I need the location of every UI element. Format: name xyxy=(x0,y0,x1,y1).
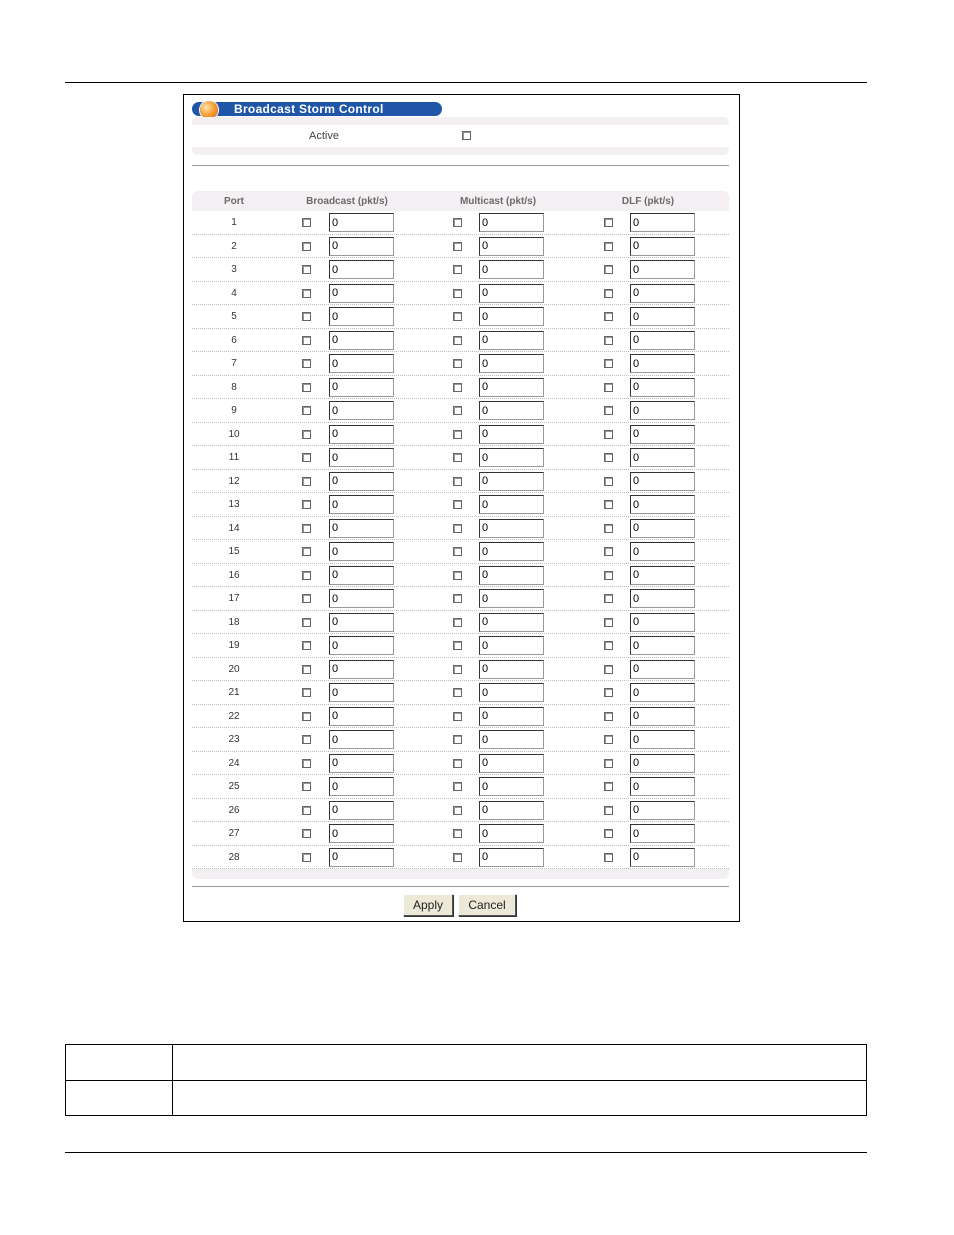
broadcast-rate-input[interactable] xyxy=(329,425,394,444)
table-header xyxy=(192,191,729,211)
dlf-enable-checkbox[interactable] xyxy=(604,453,613,462)
broadcast-rate-input[interactable] xyxy=(329,307,394,326)
multicast-enable-checkbox[interactable] xyxy=(453,359,462,368)
broadcast-enable-checkbox[interactable] xyxy=(302,453,311,462)
dlf-enable-checkbox[interactable] xyxy=(604,829,613,838)
broadcast-rate-input[interactable] xyxy=(329,707,394,726)
table-row xyxy=(192,329,729,353)
dlf-rate-input[interactable] xyxy=(630,542,695,561)
port-number: 26 xyxy=(228,804,240,816)
dlf-rate-input[interactable] xyxy=(630,801,695,820)
broadcast-rate-input[interactable] xyxy=(329,542,394,561)
dlf-enable-checkbox[interactable] xyxy=(604,782,613,791)
dlf-enable-checkbox[interactable] xyxy=(604,641,613,650)
dlf-enable-checkbox[interactable] xyxy=(604,430,613,439)
broadcast-rate-input[interactable] xyxy=(329,613,394,632)
description-table xyxy=(65,1044,867,1116)
table-row xyxy=(192,211,729,235)
table-row xyxy=(192,446,729,470)
table-row xyxy=(192,376,729,400)
broadcast-enable-checkbox[interactable] xyxy=(302,312,311,321)
dlf-enable-checkbox[interactable] xyxy=(604,688,613,697)
broadcast-rate-input[interactable] xyxy=(329,331,394,350)
multicast-rate-input[interactable] xyxy=(479,284,544,303)
table-row xyxy=(192,752,729,776)
multicast-enable-checkbox[interactable] xyxy=(453,641,462,650)
dlf-rate-input[interactable] xyxy=(630,284,695,303)
broadcast-enable-checkbox[interactable] xyxy=(302,759,311,768)
dlf-rate-input[interactable] xyxy=(630,730,695,749)
table-row xyxy=(192,681,729,705)
multicast-enable-checkbox[interactable] xyxy=(453,218,462,227)
multicast-enable-checkbox[interactable] xyxy=(453,265,462,274)
active-section xyxy=(192,117,729,155)
multicast-enable-checkbox[interactable] xyxy=(453,430,462,439)
port-number: 9 xyxy=(231,405,237,416)
multicast-enable-checkbox[interactable] xyxy=(453,289,462,298)
port-number: 1 xyxy=(231,217,237,228)
panel-title: Broadcast Storm Control xyxy=(234,102,384,116)
broadcast-enable-checkbox[interactable] xyxy=(302,289,311,298)
multicast-rate-input[interactable] xyxy=(479,683,544,702)
port-number: 11 xyxy=(228,452,240,463)
broadcast-enable-checkbox[interactable] xyxy=(302,712,311,721)
page-header-rule xyxy=(65,82,867,83)
dlf-enable-checkbox[interactable] xyxy=(604,853,613,862)
port-number: 22 xyxy=(228,710,240,722)
broadcast-rate-input[interactable] xyxy=(329,589,394,608)
dlf-rate-input[interactable] xyxy=(630,354,695,373)
multicast-rate-input[interactable] xyxy=(479,401,544,420)
port-number: 23 xyxy=(228,734,240,745)
dlf-enable-checkbox[interactable] xyxy=(604,242,613,251)
table-row-divider xyxy=(66,1080,866,1081)
broadcast-rate-input[interactable] xyxy=(329,801,394,820)
section-divider xyxy=(192,165,729,166)
port-number: 10 xyxy=(228,428,240,440)
port-number: 16 xyxy=(228,569,240,581)
multicast-rate-input[interactable] xyxy=(479,613,544,632)
broadcast-enable-checkbox[interactable] xyxy=(302,218,311,227)
dlf-enable-checkbox[interactable] xyxy=(604,665,613,674)
port-number: 21 xyxy=(228,687,240,698)
table-row xyxy=(192,235,729,259)
dlf-rate-input[interactable] xyxy=(630,683,695,702)
table-row xyxy=(192,423,729,447)
broadcast-enable-checkbox[interactable] xyxy=(302,853,311,862)
multicast-rate-input[interactable] xyxy=(479,472,544,491)
port-table xyxy=(192,191,729,879)
table-row xyxy=(192,634,729,658)
port-number: 15 xyxy=(228,546,240,557)
dlf-rate-input[interactable] xyxy=(630,331,695,350)
dlf-enable-checkbox[interactable] xyxy=(604,735,613,744)
broadcast-rate-input[interactable] xyxy=(329,824,394,843)
broadcast-rate-input[interactable] xyxy=(329,519,394,538)
multicast-enable-checkbox[interactable] xyxy=(453,759,462,768)
table-row xyxy=(192,658,729,682)
dlf-rate-input[interactable] xyxy=(630,754,695,773)
broadcast-rate-input[interactable] xyxy=(329,472,394,491)
dlf-enable-checkbox[interactable] xyxy=(604,571,613,580)
table-row xyxy=(192,282,729,306)
broadcast-enable-checkbox[interactable] xyxy=(302,242,311,251)
dlf-enable-checkbox[interactable] xyxy=(604,594,613,603)
multicast-rate-input[interactable] xyxy=(479,754,544,773)
broadcast-rate-input[interactable] xyxy=(329,636,394,655)
dlf-rate-input[interactable] xyxy=(630,401,695,420)
port-number: 2 xyxy=(231,240,237,252)
multicast-rate-input[interactable] xyxy=(479,589,544,608)
dlf-enable-checkbox[interactable] xyxy=(604,524,613,533)
table-row xyxy=(192,846,729,870)
dlf-rate-input[interactable] xyxy=(630,213,695,232)
port-number: 14 xyxy=(228,522,240,534)
active-label: Active xyxy=(309,130,339,142)
dlf-rate-input[interactable] xyxy=(630,824,695,843)
dlf-enable-checkbox[interactable] xyxy=(604,218,613,227)
dlf-enable-checkbox[interactable] xyxy=(604,289,613,298)
cancel-button[interactable]: Cancel xyxy=(458,894,516,916)
port-number: 20 xyxy=(228,663,240,675)
table-row xyxy=(192,564,729,588)
table-row xyxy=(192,728,729,752)
broadcast-enable-checkbox[interactable] xyxy=(302,806,311,815)
table-row xyxy=(192,705,729,729)
dlf-enable-checkbox[interactable] xyxy=(604,712,613,721)
dlf-enable-checkbox[interactable] xyxy=(604,383,613,392)
page-footer-rule xyxy=(65,1152,867,1153)
multicast-enable-checkbox[interactable] xyxy=(453,477,462,486)
multicast-rate-input[interactable] xyxy=(479,354,544,373)
header-broadcast: Broadcast (pkt/s) xyxy=(306,196,388,207)
port-number: 28 xyxy=(228,851,240,863)
table-row xyxy=(192,587,729,611)
multicast-rate-input[interactable] xyxy=(479,707,544,726)
active-row xyxy=(192,125,729,147)
multicast-enable-checkbox[interactable] xyxy=(453,665,462,674)
broadcast-rate-input[interactable] xyxy=(329,683,394,702)
broadcast-enable-checkbox[interactable] xyxy=(302,641,311,650)
broadcast-rate-input[interactable] xyxy=(329,237,394,256)
port-number: 7 xyxy=(231,358,237,369)
port-number: 3 xyxy=(231,264,237,275)
dlf-rate-input[interactable] xyxy=(630,448,695,467)
multicast-rate-input[interactable] xyxy=(479,448,544,467)
multicast-rate-input[interactable] xyxy=(479,848,544,867)
port-number: 5 xyxy=(231,311,237,322)
dlf-rate-input[interactable] xyxy=(630,707,695,726)
broadcast-enable-checkbox[interactable] xyxy=(302,500,311,509)
dlf-rate-input[interactable] xyxy=(630,848,695,867)
broadcast-rate-input[interactable] xyxy=(329,848,394,867)
dlf-enable-checkbox[interactable] xyxy=(604,406,613,415)
multicast-rate-input[interactable] xyxy=(479,730,544,749)
multicast-enable-checkbox[interactable] xyxy=(453,594,462,603)
dlf-rate-input[interactable] xyxy=(630,777,695,796)
button-divider xyxy=(192,886,729,887)
port-number: 25 xyxy=(228,781,240,792)
table-row xyxy=(192,540,729,564)
dlf-rate-input[interactable] xyxy=(630,237,695,256)
dlf-rate-input[interactable] xyxy=(630,566,695,585)
multicast-rate-input[interactable] xyxy=(479,824,544,843)
dlf-enable-checkbox[interactable] xyxy=(604,265,613,274)
dlf-enable-checkbox[interactable] xyxy=(604,312,613,321)
table-row xyxy=(192,258,729,282)
multicast-rate-input[interactable] xyxy=(479,636,544,655)
broadcast-rate-input[interactable] xyxy=(329,401,394,420)
broadcast-enable-checkbox[interactable] xyxy=(302,618,311,627)
broadcast-rate-input[interactable] xyxy=(329,566,394,585)
multicast-rate-input[interactable] xyxy=(479,425,544,444)
dlf-enable-checkbox[interactable] xyxy=(604,759,613,768)
multicast-rate-input[interactable] xyxy=(479,777,544,796)
multicast-rate-input[interactable] xyxy=(479,801,544,820)
multicast-enable-checkbox[interactable] xyxy=(453,547,462,556)
broadcast-rate-input[interactable] xyxy=(329,354,394,373)
multicast-enable-checkbox[interactable] xyxy=(453,453,462,462)
multicast-enable-checkbox[interactable] xyxy=(453,242,462,251)
broadcast-rate-input[interactable] xyxy=(329,730,394,749)
multicast-rate-input[interactable] xyxy=(479,566,544,585)
broadcast-enable-checkbox[interactable] xyxy=(302,430,311,439)
multicast-rate-input[interactable] xyxy=(479,519,544,538)
multicast-enable-checkbox[interactable] xyxy=(453,571,462,580)
broadcast-rate-input[interactable] xyxy=(329,448,394,467)
dlf-enable-checkbox[interactable] xyxy=(604,477,613,486)
broadcast-rate-input[interactable] xyxy=(329,754,394,773)
dlf-rate-input[interactable] xyxy=(630,472,695,491)
multicast-enable-checkbox[interactable] xyxy=(453,806,462,815)
broadcast-enable-checkbox[interactable] xyxy=(302,829,311,838)
dlf-enable-checkbox[interactable] xyxy=(604,618,613,627)
dlf-enable-checkbox[interactable] xyxy=(604,336,613,345)
port-number: 4 xyxy=(231,287,237,299)
broadcast-storm-control-panel xyxy=(183,94,740,922)
table-row xyxy=(192,611,729,635)
header-port: Port xyxy=(224,196,244,207)
broadcast-rate-input[interactable] xyxy=(329,495,394,514)
port-number: 18 xyxy=(228,616,240,628)
broadcast-enable-checkbox[interactable] xyxy=(302,665,311,674)
header-dlf: DLF (pkt/s) xyxy=(621,196,675,207)
dlf-rate-input[interactable] xyxy=(630,636,695,655)
table-row xyxy=(192,775,729,799)
dlf-rate-input[interactable] xyxy=(630,519,695,538)
multicast-rate-input[interactable] xyxy=(479,378,544,397)
dlf-enable-checkbox[interactable] xyxy=(604,547,613,556)
dlf-enable-checkbox[interactable] xyxy=(604,359,613,368)
multicast-rate-input[interactable] xyxy=(479,213,544,232)
port-number: 12 xyxy=(228,475,240,487)
multicast-enable-checkbox[interactable] xyxy=(453,336,462,345)
broadcast-enable-checkbox[interactable] xyxy=(302,547,311,556)
port-number: 24 xyxy=(228,757,240,769)
table-column-divider xyxy=(172,1045,173,1115)
multicast-enable-checkbox[interactable] xyxy=(453,735,462,744)
port-number: 13 xyxy=(228,499,240,510)
port-number: 8 xyxy=(231,381,237,393)
dlf-rate-input[interactable] xyxy=(630,307,695,326)
broadcast-enable-checkbox[interactable] xyxy=(302,336,311,345)
broadcast-rate-input[interactable] xyxy=(329,777,394,796)
broadcast-rate-input[interactable] xyxy=(329,213,394,232)
multicast-enable-checkbox[interactable] xyxy=(453,688,462,697)
active-checkbox[interactable] xyxy=(462,131,471,140)
broadcast-rate-input[interactable] xyxy=(329,260,394,279)
header-multicast: Multicast (pkt/s) xyxy=(459,196,537,207)
dlf-rate-input[interactable] xyxy=(630,378,695,397)
apply-button[interactable]: Apply xyxy=(403,894,453,916)
multicast-rate-input[interactable] xyxy=(479,331,544,350)
multicast-rate-input[interactable] xyxy=(479,495,544,514)
broadcast-enable-checkbox[interactable] xyxy=(302,383,311,392)
table-row xyxy=(192,493,729,517)
broadcast-enable-checkbox[interactable] xyxy=(302,406,311,415)
dlf-enable-checkbox[interactable] xyxy=(604,806,613,815)
broadcast-enable-checkbox[interactable] xyxy=(302,359,311,368)
multicast-enable-checkbox[interactable] xyxy=(453,524,462,533)
multicast-enable-checkbox[interactable] xyxy=(453,500,462,509)
broadcast-enable-checkbox[interactable] xyxy=(302,782,311,791)
broadcast-enable-checkbox[interactable] xyxy=(302,524,311,533)
table-row xyxy=(192,517,729,541)
broadcast-enable-checkbox[interactable] xyxy=(302,594,311,603)
multicast-enable-checkbox[interactable] xyxy=(453,829,462,838)
multicast-rate-input[interactable] xyxy=(479,542,544,561)
table-row xyxy=(192,305,729,329)
multicast-enable-checkbox[interactable] xyxy=(453,312,462,321)
table-row xyxy=(192,399,729,423)
table-body xyxy=(192,211,729,869)
dlf-enable-checkbox[interactable] xyxy=(604,500,613,509)
multicast-enable-checkbox[interactable] xyxy=(453,406,462,415)
broadcast-enable-checkbox[interactable] xyxy=(302,477,311,486)
table-row xyxy=(192,799,729,823)
broadcast-enable-checkbox[interactable] xyxy=(302,688,311,697)
multicast-enable-checkbox[interactable] xyxy=(453,712,462,721)
multicast-rate-input[interactable] xyxy=(479,260,544,279)
dlf-rate-input[interactable] xyxy=(630,260,695,279)
multicast-enable-checkbox[interactable] xyxy=(453,618,462,627)
dlf-rate-input[interactable] xyxy=(630,589,695,608)
broadcast-enable-checkbox[interactable] xyxy=(302,735,311,744)
dlf-rate-input[interactable] xyxy=(630,613,695,632)
dlf-rate-input[interactable] xyxy=(630,425,695,444)
broadcast-rate-input[interactable] xyxy=(329,284,394,303)
multicast-rate-input[interactable] xyxy=(479,237,544,256)
multicast-enable-checkbox[interactable] xyxy=(453,383,462,392)
multicast-rate-input[interactable] xyxy=(479,660,544,679)
multicast-rate-input[interactable] xyxy=(479,307,544,326)
port-number: 19 xyxy=(228,640,240,651)
broadcast-rate-input[interactable] xyxy=(329,378,394,397)
port-number: 6 xyxy=(231,334,237,346)
broadcast-rate-input[interactable] xyxy=(329,660,394,679)
multicast-enable-checkbox[interactable] xyxy=(453,782,462,791)
dlf-rate-input[interactable] xyxy=(630,660,695,679)
port-number: 17 xyxy=(228,593,240,604)
broadcast-enable-checkbox[interactable] xyxy=(302,571,311,580)
multicast-enable-checkbox[interactable] xyxy=(453,853,462,862)
table-row xyxy=(192,352,729,376)
port-number: 27 xyxy=(228,828,240,839)
broadcast-enable-checkbox[interactable] xyxy=(302,265,311,274)
table-row xyxy=(192,822,729,846)
table-row xyxy=(192,470,729,494)
dlf-rate-input[interactable] xyxy=(630,495,695,514)
